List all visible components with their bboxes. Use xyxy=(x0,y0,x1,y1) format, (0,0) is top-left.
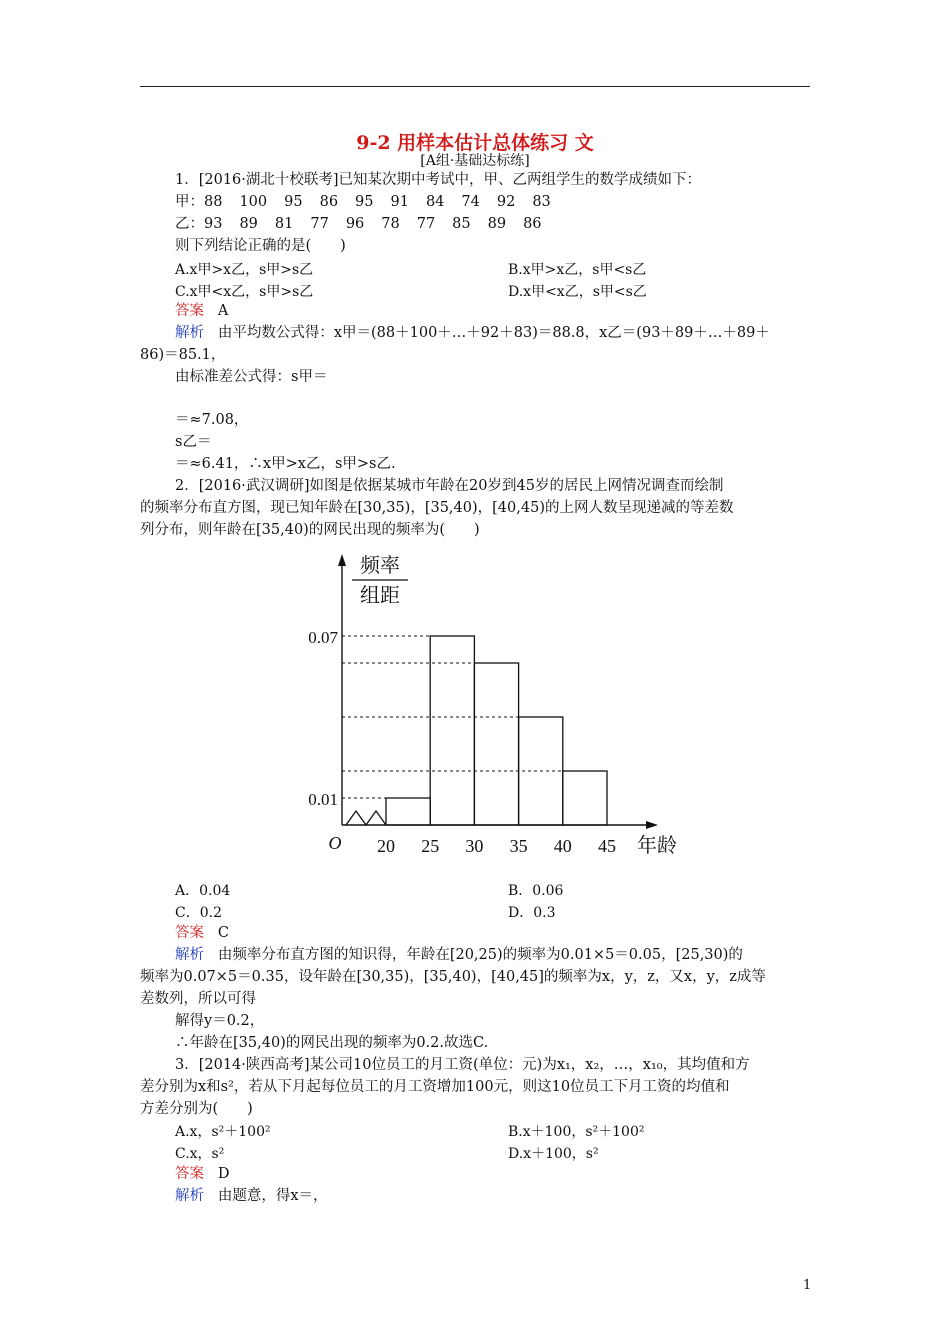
yi-score: 81 xyxy=(274,216,294,232)
q2-stem-line3: 列分布，则年龄在[35,40)的网民出现的频率为( ) xyxy=(140,522,480,538)
y-axis-arrow xyxy=(338,554,346,566)
q1-analysis-line6: ＝≈6.41，∴x甲>x乙，s甲>s乙. xyxy=(175,456,396,472)
q1-analysis-line1 xyxy=(175,323,770,343)
q1-answer-line xyxy=(175,301,228,321)
q1-stem: 1．[2016·湖北十校联考]已知某次期中考试中，甲、乙两组学生的数学成绩如下： xyxy=(175,172,702,188)
x-tick-label: 40 xyxy=(553,836,572,856)
q1-analysis-line4: ＝≈7.08， xyxy=(175,412,249,428)
q2-option-d: D．0.3 xyxy=(508,905,556,921)
q3-option-d: D.x＋100，s² xyxy=(508,1146,599,1162)
section-subtitle: [A组·基础达标练] xyxy=(420,153,530,169)
q1-analysis-line2: 86)＝85.1， xyxy=(140,347,226,363)
q3-stem-line1: 3．[2014·陕西高考]某公司10位员工的月工资(单位：元)为x₁，x₂，…，x₁₀，其均值和方 xyxy=(175,1057,750,1073)
q1-jia-label: 甲： xyxy=(175,194,204,210)
y-axis-label-bottom: 组距 xyxy=(360,585,400,607)
q2-option-b: B．0.06 xyxy=(508,883,564,899)
jia-score: 84 xyxy=(425,194,445,210)
q3-option-c: C.x，s² xyxy=(175,1146,225,1162)
q2-option-a: A．0.04 xyxy=(175,883,231,899)
x-tick-label: 25 xyxy=(421,836,440,856)
q2-analysis-line5: ∴年龄在[35,40)的网民出现的频率为0.2.故选C. xyxy=(175,1035,489,1051)
q1-option-b: B.x甲>x乙，s甲<s乙 xyxy=(508,262,647,278)
yi-score: 86 xyxy=(523,216,542,232)
q1-analysis-label: 解析 xyxy=(175,325,204,341)
x-tick-label: 20 xyxy=(377,836,395,856)
q3-stem-line2: 差分别为x和s²，若从下月起每位员工的月工资增加100元，则这10位员工下月工资的均值和 xyxy=(140,1079,730,1095)
origin-label: O xyxy=(328,833,342,853)
q2-analysis-line1 xyxy=(175,945,743,965)
q2-answer-value: C xyxy=(217,925,229,941)
yi-score: 77 xyxy=(416,216,436,232)
q2-analysis-label: 解析 xyxy=(175,947,204,963)
q3-answer-value: D xyxy=(217,1166,230,1182)
histogram-bar xyxy=(563,771,607,825)
jia-score: 83 xyxy=(532,194,551,210)
yi-score: 89 xyxy=(487,216,507,232)
q1-analysis-text1: 由平均数公式得：x甲＝(88＋100＋…＋92＋83)＝88.8，x乙＝(93＋89＋…＋89＋ xyxy=(217,325,770,341)
jia-score: 92 xyxy=(496,194,516,210)
jia-score: 74 xyxy=(461,194,480,210)
frequency-histogram xyxy=(290,548,690,860)
jia-score: 86 xyxy=(319,194,339,210)
q1-option-d: D.x甲<x乙，s甲<s乙 xyxy=(508,284,647,300)
yi-score: 89 xyxy=(239,216,258,232)
q1-jia-scores xyxy=(204,194,568,210)
x-tick-label: 35 xyxy=(509,836,528,856)
x-tick-label: 45 xyxy=(598,836,616,856)
q1-analysis-line5: s乙＝ xyxy=(175,434,212,450)
q2-analysis-line4: 解得y＝0.2， xyxy=(175,1013,265,1029)
yi-score: 77 xyxy=(310,216,329,232)
jia-score: 88 xyxy=(204,194,223,210)
jia-score: 95 xyxy=(355,194,374,210)
q2-answer-line xyxy=(175,923,229,943)
y-tick-label: 0.07 xyxy=(308,628,338,647)
q2-option-c: C．0.2 xyxy=(175,905,222,921)
yi-score: 96 xyxy=(345,216,365,232)
q1-answer-label: 答案 xyxy=(175,303,204,319)
q2-answer-label: 答案 xyxy=(175,925,204,941)
q3-answer-line xyxy=(175,1164,229,1184)
header-rule xyxy=(140,86,810,87)
jia-score: 91 xyxy=(390,194,409,210)
yi-score: 78 xyxy=(381,216,400,232)
y-axis-label-top: 频率 xyxy=(360,555,400,577)
q1-option-a: A.x甲>x乙，s甲>s乙 xyxy=(175,262,314,278)
y-tick-label: 0.01 xyxy=(308,790,338,809)
page-number: 1 xyxy=(803,1278,812,1293)
q3-stem-line3: 方差分别为( ) xyxy=(140,1101,253,1117)
q3-analysis-text1: 由题意，得x＝， xyxy=(217,1188,328,1204)
q3-analysis-label: 解析 xyxy=(175,1188,204,1204)
q1-answer-value: A xyxy=(217,303,229,319)
x-axis-arrow xyxy=(646,821,658,829)
q1-yi-label: 乙： xyxy=(175,216,204,232)
q3-answer-label: 答案 xyxy=(175,1166,204,1182)
q1-option-c: C.x甲<x乙，s甲>s乙 xyxy=(175,284,314,300)
q3-option-b: B.x＋100，s²＋100² xyxy=(508,1124,645,1140)
page-title: 9-2 用样本估计总体练习 文 xyxy=(356,132,594,154)
jia-score: 100 xyxy=(239,194,268,210)
q1-yi-row xyxy=(175,214,559,234)
q1-yi-scores xyxy=(204,216,559,232)
axis-break xyxy=(346,811,386,825)
histogram-bar xyxy=(474,663,518,825)
q2-stem-line2: 的频率分布直方图，现已知年龄在[30,35)，[35,40)，[40,45)的上网人数呈现递减的等差数 xyxy=(140,500,734,516)
q2-analysis-text1: 由频率分布直方图的知识得，年龄在[20,25)的频率为0.01×5＝0.05，[25,30)的 xyxy=(217,947,743,963)
q1-jia-row xyxy=(175,192,568,212)
x-tick-label: 30 xyxy=(465,836,484,856)
q3-option-a: A.x，s²＋100² xyxy=(175,1124,271,1140)
yi-score: 85 xyxy=(452,216,471,232)
q3-analysis-line1 xyxy=(175,1186,328,1206)
histogram-bar xyxy=(386,798,430,825)
histogram-bar xyxy=(430,636,474,825)
q2-analysis-line2: 频率为0.07×5＝0.35，设年龄在[30,35)，[35,40)，[40,45]的频率为x，y，z，又x，y，z成等 xyxy=(140,969,766,985)
yi-score: 93 xyxy=(204,216,223,232)
jia-score: 95 xyxy=(284,194,303,210)
q2-stem-line1: 2．[2016·武汉调研]如图是依据某城市年龄在20岁到45岁的居民上网情况调查而绘制 xyxy=(175,478,724,494)
q1-question: 则下列结论正确的是( ) xyxy=(175,238,346,254)
x-axis-label: 年龄 xyxy=(637,835,677,857)
q2-analysis-line3: 差数列，所以可得 xyxy=(140,991,256,1007)
q1-analysis-line3: 由标准差公式得：s甲＝ xyxy=(175,369,328,385)
